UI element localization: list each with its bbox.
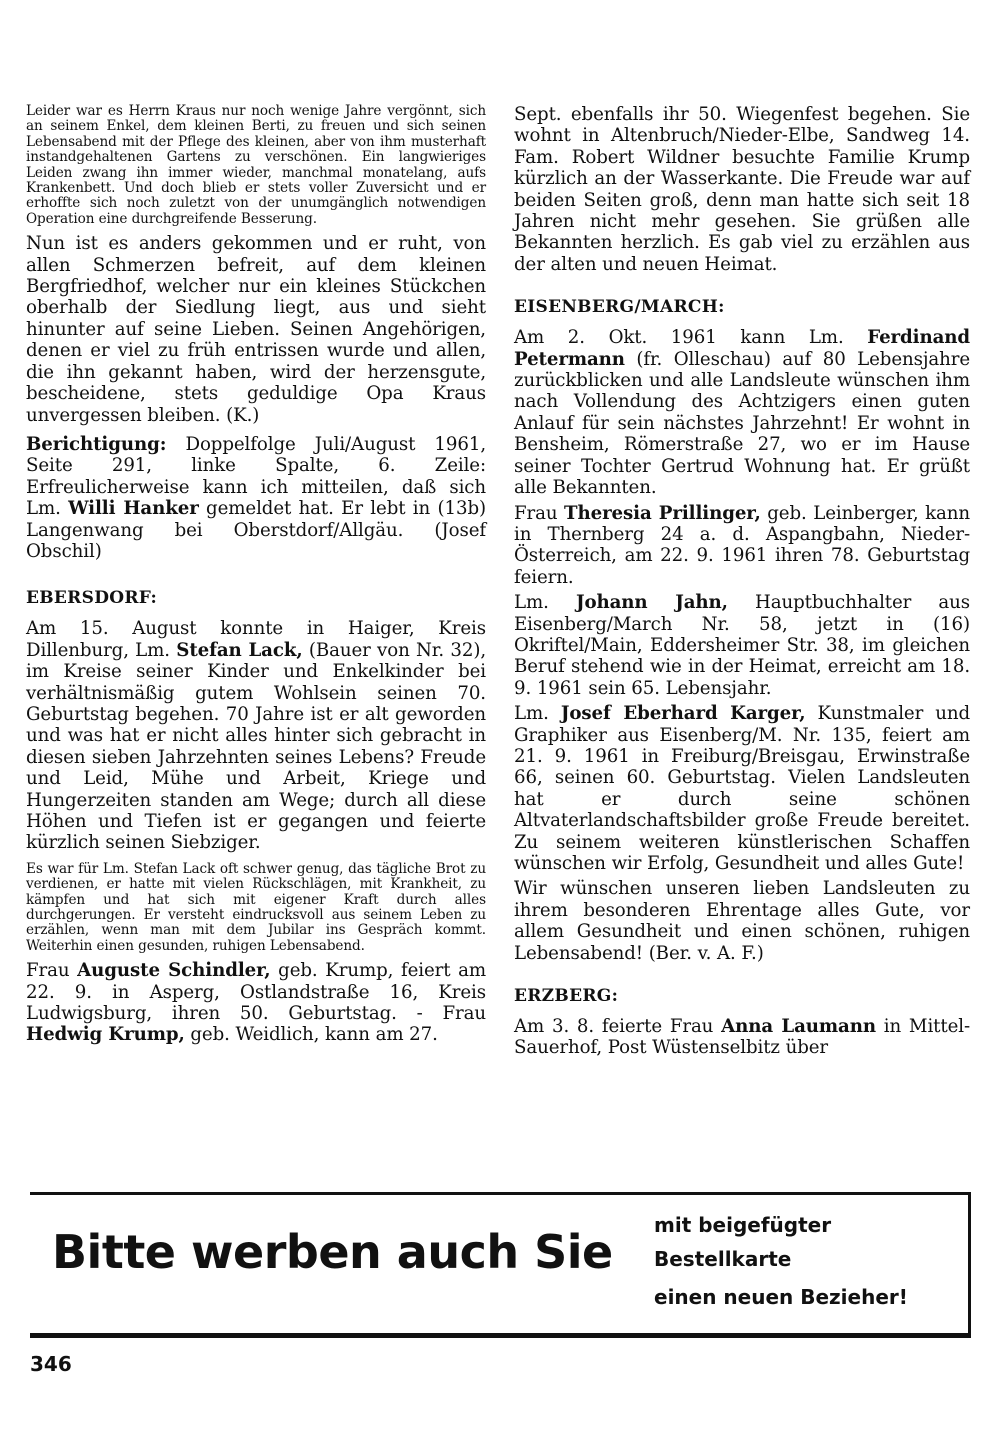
text-run: Am 15. August konnte in Haiger, Kreis Dillenburg, Lm. — [26, 618, 486, 661]
text-run: Hauptbuchhalter aus Eisenberg/March Nr. 58, jetzt in (16) Okriftel/Main, Eddersheimer Str. 38, im gleichen Beruf stehend wie in der Heimat, erreicht am 18. 9. 1961 sein 65. Lebensjahr. — [514, 592, 970, 699]
paragraph-wildner: Sept. ebenfalls ihr 50. Wiegenfest begehen. Sie wohnt in Altenbruch/Nieder-Elbe, Sandweg 14. Fam. Robert Wildner besuchte Familie Krump kürzlich an der Wasserkante. Die Freude war auf beiden Seiten groß, denn man hatte sich seit 18 Jahren nicht mehr gesehen. Sie grüßen alle Bekannten herzlich. Es gab viel zu erzählen aus der alten und neuen Heimat. — [514, 104, 970, 275]
paragraph-prillinger — [514, 503, 970, 589]
left-column — [26, 104, 486, 1050]
right-column — [514, 104, 970, 1063]
banner-line-1: mit beigefügter — [654, 1213, 832, 1237]
paragraph-karger — [514, 703, 970, 874]
text-run: Doppelfolge Juli/August 1961, Seite 291, linke Spalte, 6. Zeile: Erfreulicherweise kann ich mitteilen, daß sich Lm. — [26, 433, 486, 520]
bold-name: Hedwig Krump, — [26, 1024, 185, 1046]
banner-line-2: Bestellkarte — [654, 1247, 792, 1271]
heading-ebersdorf: EBERSDORF: — [26, 588, 158, 609]
bold-label: Berichtigung: — [26, 433, 167, 455]
text-run: Am 3. 8. feierte Frau — [514, 1016, 722, 1038]
banner-headline: Bitte werben auch Sie — [52, 1225, 613, 1279]
paragraph-schindler — [26, 960, 486, 1046]
text-run: Frau — [26, 960, 78, 982]
bold-name: Theresia Prillinger, — [564, 502, 761, 524]
bold-name: Anna Laumann — [721, 1016, 876, 1038]
bold-name: Ferdinand Petermann — [514, 327, 970, 370]
text-run: geb. Leinberger, kann in Thernberg 24 a. d. Aspangbahn, Nieder-Österreich, am 22. 9. 1961 ihren 78. Geburtstag feiern. — [514, 502, 970, 588]
text-run: in Mittel-Sauerhof, Post Wüstenselbitz über — [514, 1016, 970, 1059]
text-run: Lm. — [514, 592, 576, 614]
bold-name: Stefan Lack, — [176, 639, 303, 661]
subscription-banner — [30, 1192, 971, 1338]
paragraph-wishes: Wir wünschen unseren lieben Landsleuten zu ihrem besonderen Ehrentage alles Gute, vor allem Gesundheit und einen schönen, ruhigen Lebensabend! (Ber. v. A. F.) — [514, 878, 970, 964]
text-run: geb. Weidlich, kann am 27. — [184, 1024, 438, 1046]
heading-erzberg: ERZBERG: — [514, 986, 619, 1007]
paragraph-kraus-intro: Leider war es Herrn Kraus nur noch wenige Jahre vergönnt, sich an seinem Enkel, dem kleinen Berti, zu freuen und sich seinen Lebensabend mit der Pflege des kleinen, aber von ihm musterhaft instandgehaltenen Gartens zu verschönen. Ein langwieriges Leiden zwang ihn immer wieder, manchmal monatelang, aufs Krankenbett. Und doch blieb er stets voller Zuversicht und er erhoffte sich noch zuletzt von der unumgänglich notwendigen Operation eine durchgreifende Besserung. — [26, 103, 486, 227]
text-run: gemeldet hat. Er lebt in (13b) Langenwang bei Oberstdorf/Allgäu. (Josef Obschil) — [26, 498, 486, 562]
paragraph-kraus-rest: Nun ist es anders gekommen und er ruht, von allen Schmerzen befreit, auf dem kleinen Bergfriedhof, welcher nur ein kleines Stückchen oberhalb der Siedlung liegt, aus und sieht hinunter auf seine Lieben. Seinen Angehörigen, denen er viel zu früh entrissen wurde und allen, die ihn gekannt haben, wird der herzensgute, bescheidene, stets geduldige Opa Kraus unvergessen bleiben. (K.) — [26, 233, 486, 426]
paragraph-laumann — [514, 1016, 970, 1059]
paragraph-stefan-lack-small: Es war für Lm. Stefan Lack oft schwer genug, das tägliche Brot zu verdienen, er hatte mit vielen Rückschlägen, mit Krankheit, zu kämpfen und hat sich mit eigener Kraft durch alles durchgerungen. Er versteht eindrucksvoll aus seinem Leben zu erzählen, wenn man mit dem Jubilar ins Gespräch kommt. Weiterhin einen gesunden, ruhigen Lebensabend. — [26, 860, 486, 954]
paragraph-jahn — [514, 592, 970, 699]
heading-eisenberg: EISENBERG/MARCH: — [514, 297, 725, 318]
page-number: 346 — [30, 1352, 72, 1376]
text-run: Lm. — [514, 703, 561, 725]
paragraph-stefan-lack — [26, 618, 486, 853]
text-run: Kunstmaler und Graphiker aus Eisenberg/M. Nr. 135, feiert am 21. 9. 1961 in Freiburg/Breisgau, Erwinstraße 66, seinen 60. Geburtstag. Vielen Landsleuten hat er durch seine schönen Altvaterlandschaftsbilder große Freude bereitet. Zu seinem weiteren künstlerischen Schaffen wünschen wir Erfolg, Gesundheit und alles Gute! — [514, 703, 970, 874]
bold-name: Willi Hanker — [68, 498, 199, 520]
text-run: Frau — [514, 502, 565, 524]
bold-name: Johann Jahn, — [575, 592, 728, 614]
bold-name: Josef Eberhard Karger, — [560, 703, 806, 725]
text-run: (fr. Olleschau) auf 80 Lebensjahre zurückblicken und alle Landsleute wünschen ihm nach Vollendung des Achtzigers einen guten Anlauf für sein nächstes Jahrzehnt! Er wohnt in Bensheim, Römerstraße 27, wo er im Hause seiner Tochter Gertrud Wohnung hat. Er grüßt alle Bekannten. — [514, 348, 970, 499]
text-run: Am 2. Okt. 1961 kann Lm. — [514, 327, 868, 349]
paragraph-petermann — [514, 327, 970, 498]
text-run: (Bauer von Nr. 32), im Kreise seiner Kinder und Enkelkinder bei verhältnismäßig gutem Wohlsein seinen 70. Geburtstag begehen. 70 Jahre ist er alt geworden und was hat er nicht alles hinter sich gebracht in diesen sieben Jahrzehnten seines Lebens? Freude und Leid, Mühe und Arbeit, Kriege und Hungerzeiten standen am Wege; durch all diese Höhen und Tiefen ist er gegangen und feierte kürzlich seinen Siebziger. — [26, 639, 486, 854]
banner-line-3: einen neuen Bezieher! — [654, 1285, 908, 1309]
bold-name: Auguste Schindler, — [77, 960, 271, 982]
paragraph-berichtigung — [26, 434, 486, 562]
text-run: geb. Krump, feiert am 22. 9. in Asperg, Ostlandstraße 16, Kreis Ludwigsburg, ihren 50. Geburtstag. - Frau — [26, 960, 487, 1025]
